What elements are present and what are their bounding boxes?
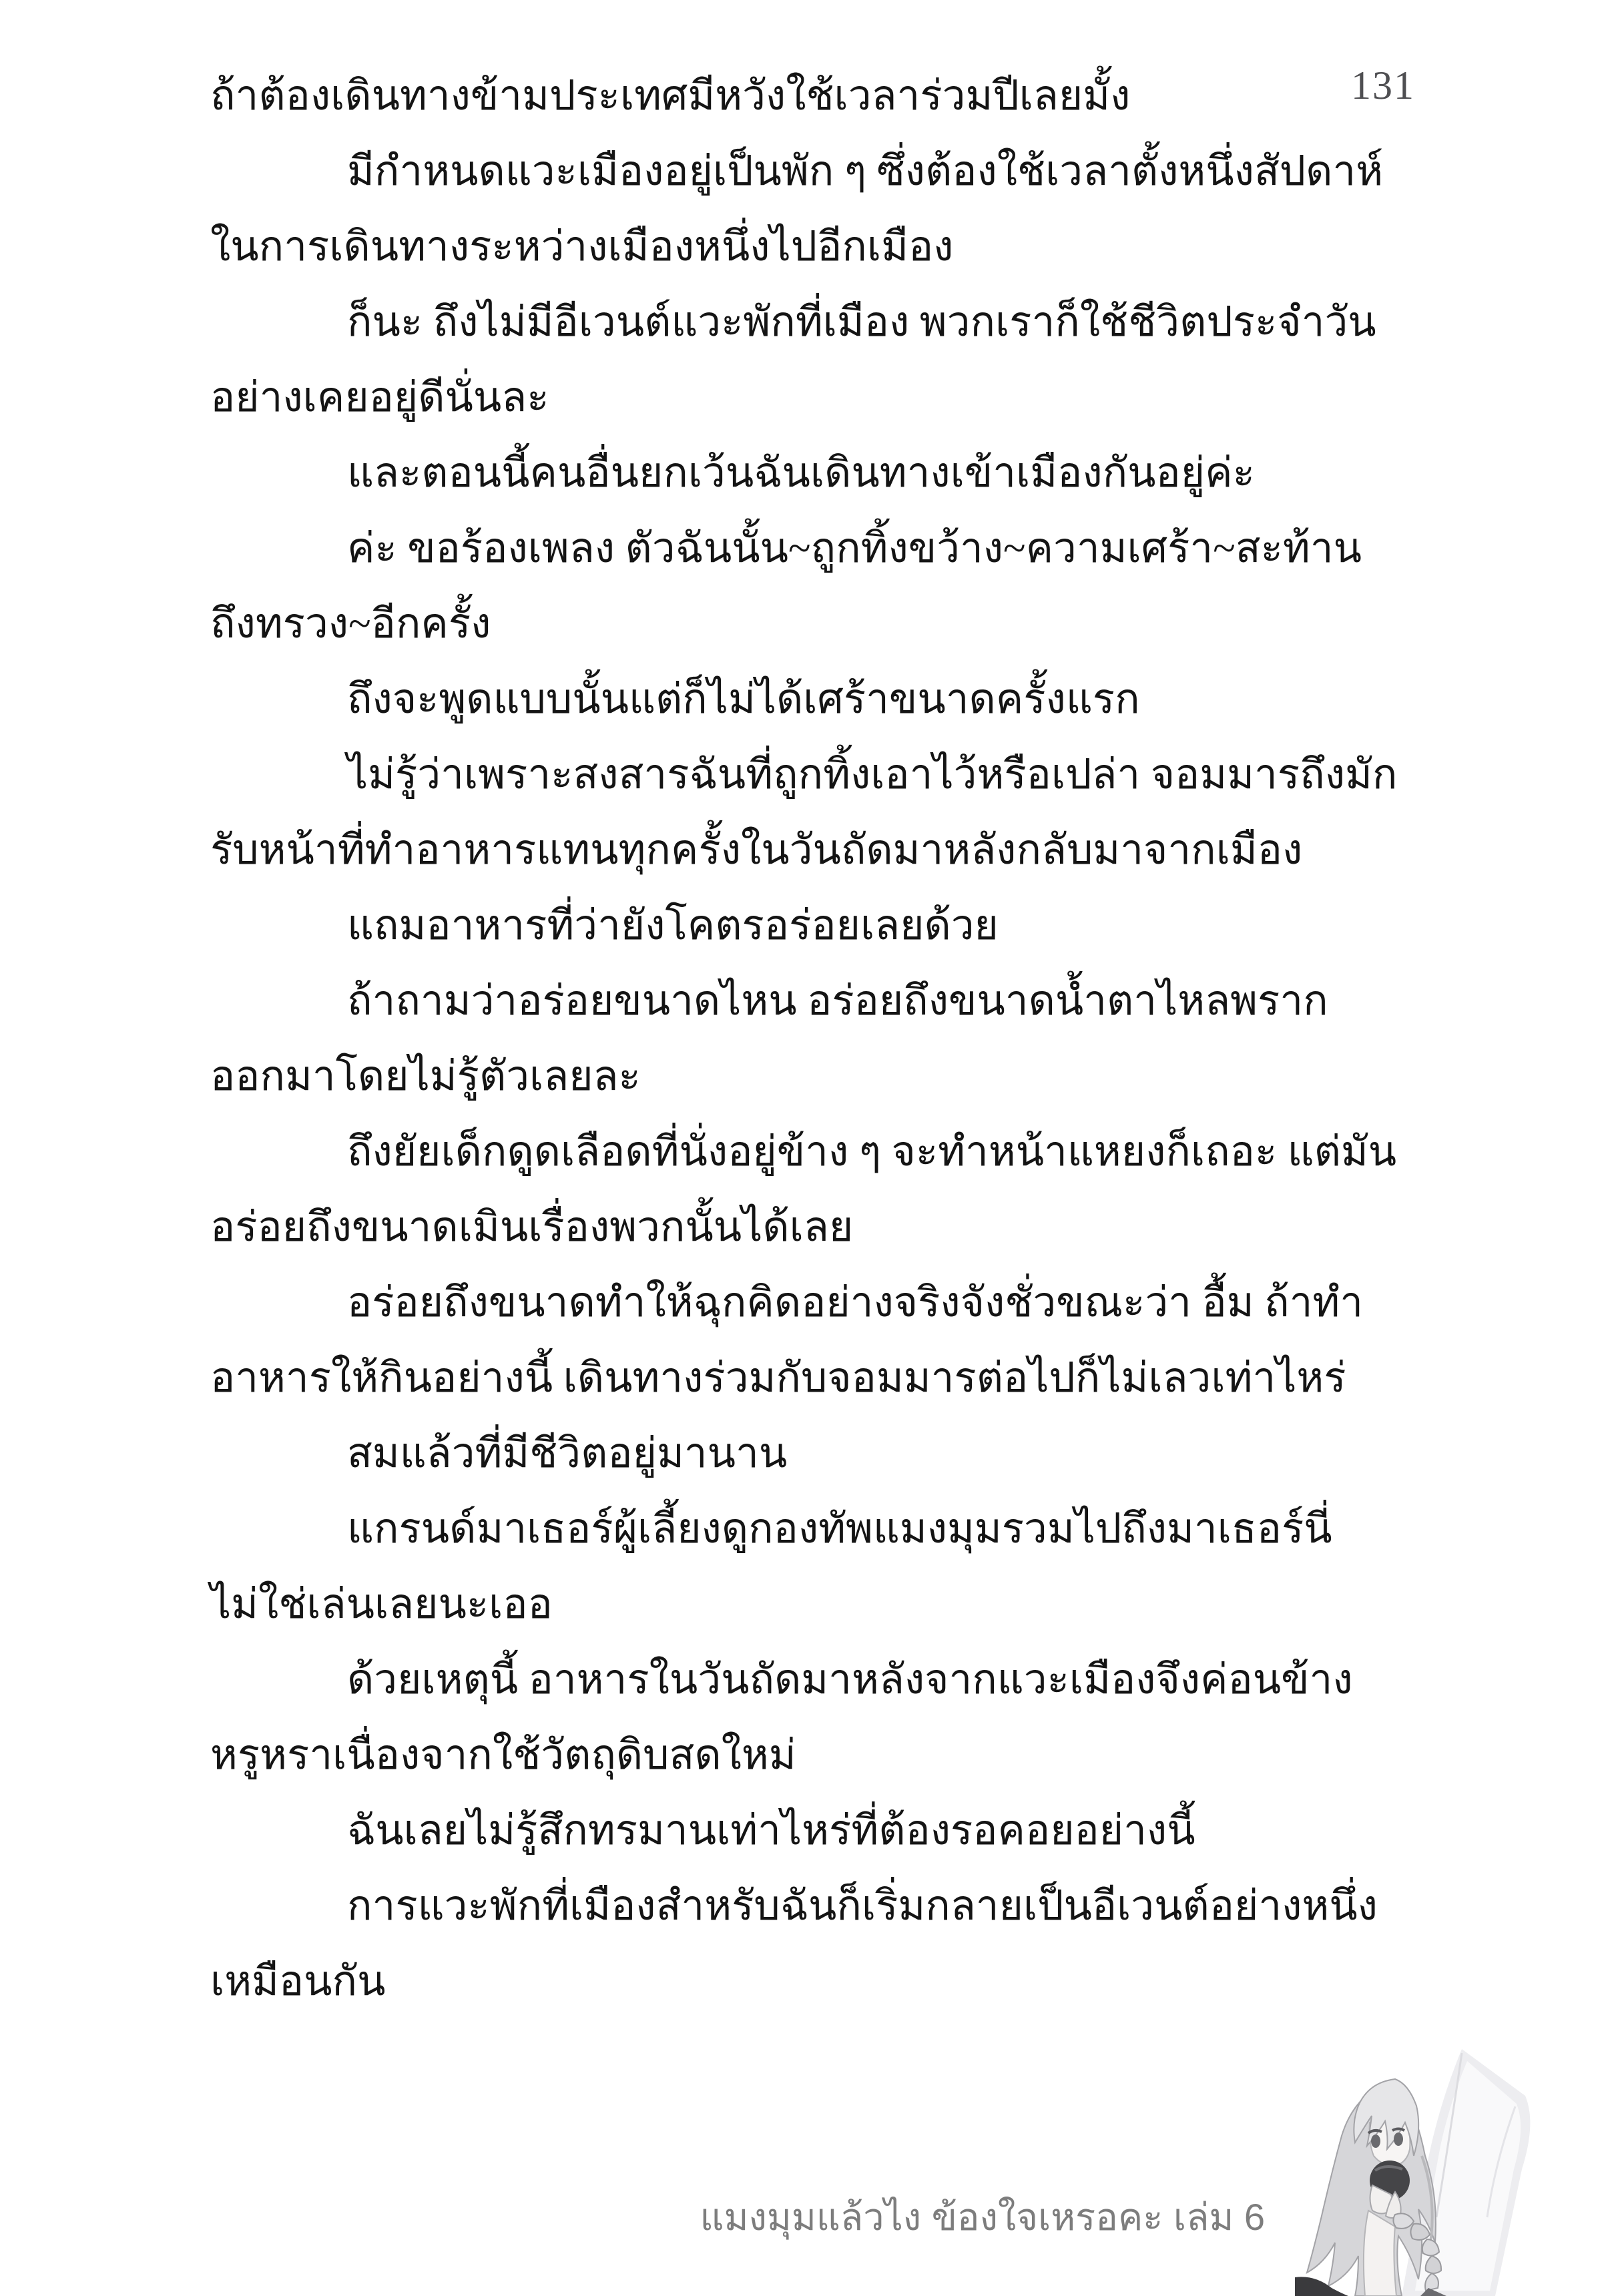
- body-text-line: ถึงจะพูดแบบนั้นแต่ก็ไม่ได้เศร้าขนาดครั้งแรก: [347, 677, 1140, 722]
- body-text-line: รับหน้าที่ทำอาหารแทนทุกครั้งในวันถัดมาหลังกลับมาจากเมือง: [210, 828, 1303, 873]
- corner-illustration: [1295, 2042, 1612, 2296]
- body-text-line: สมแล้วที่มีชีวิตอยู่มานาน: [347, 1431, 788, 1476]
- body-text-line: ก็นะ ถึงไม่มีอีเวนต์แวะพักที่เมือง พวกเราก็ใช้ชีวิตประจำวัน: [347, 300, 1376, 345]
- body-text-line: และตอนนี้คนอื่นยกเว้นฉันเดินทางเข้าเมืองกันอยู่ค่ะ: [347, 451, 1255, 496]
- eye-right: [1394, 2132, 1403, 2146]
- body-text-block: [210, 59, 1412, 2020]
- body-text-line: อร่อยถึงขนาดเมินเรื่องพวกนั้นได้เลย: [210, 1205, 854, 1250]
- body-text-line: หรูหราเนื่องจากใช้วัตถุดิบสดใหม่: [210, 1733, 796, 1778]
- body-text-line: ค่ะ ขอร้องเพลง ตัวฉันนั้น~ถูกทิ้งขว้าง~ความเศร้า~สะท้าน: [347, 526, 1362, 571]
- body-text-line: ออกมาโดยไม่รู้ตัวเลยละ: [210, 1054, 641, 1099]
- body-text-line: เหมือนกัน: [210, 1959, 386, 2004]
- body-text-line: ฉันเลยไม่รู้สึกทรมานเท่าไหร่ที่ต้องรอคอยอย่างนี้: [347, 1808, 1195, 1853]
- body-text-line: แถมอาหารที่ว่ายังโคตรอร่อยเลยด้วย: [347, 903, 999, 948]
- body-text-line: อาหารให้กินอย่างนี้ เดินทางร่วมกับจอมมารต่อไปก็ไม่เลวเท่าไหร่: [210, 1356, 1346, 1401]
- body-text-line: ด้วยเหตุนี้ อาหารในวันถัดมาหลังจากแวะเมืองจึงค่อนข้าง: [347, 1657, 1353, 1703]
- page-number: 131: [1351, 63, 1415, 107]
- body-text-line: มีกำหนดแวะเมืองอยู่เป็นพัก ๆ ซึ่งต้องใช้เวลาตั้งหนึ่งสัปดาห์: [347, 149, 1384, 194]
- footer-book-title: แมงมุมแล้วไง ข้องใจเหรอคะ เล่ม 6: [700, 2196, 1265, 2238]
- dark-hem: [1295, 2277, 1348, 2296]
- body-text-line: ถึงยัยเด็กดูดเลือดที่นั่งอยู่ข้าง ๆ จะทำหน้าแหยงก็เถอะ แต่มัน: [347, 1129, 1397, 1175]
- eye-left: [1371, 2134, 1380, 2148]
- body-text-line: ไม่ใช่เล่นเลยนะเออ: [210, 1582, 553, 1627]
- body-text-line: อย่างเคยอยู่ดีนั่นละ: [210, 375, 549, 420]
- body-text-line: ถ้าต้องเดินทางข้ามประเทศมีหวังใช้เวลาร่วมปีเลยมั้ง: [210, 73, 1131, 119]
- body-text-line: แกรนด์มาเธอร์ผู้เลี้ยงดูกองทัพแมงมุมรวมไปถึงมาเธอร์นี่: [347, 1506, 1332, 1552]
- body-text-line: ในการเดินทางระหว่างเมืองหนึ่งไปอีกเมือง: [210, 224, 954, 270]
- body-text-line: การแวะพักที่เมืองสำหรับฉันก็เริ่มกลายเป็นอีเวนต์อย่างหนึ่ง: [347, 1884, 1378, 1929]
- body-text-line: ถ้าถามว่าอร่อยขนาดไหน อร่อยถึงขนาดน้ำตาไหลพราก: [347, 978, 1328, 1024]
- body-text-line: ไม่รู้ว่าเพราะสงสารฉันที่ถูกทิ้งเอาไว้หรือเปล่า จอมมารถึงมัก: [347, 752, 1398, 798]
- body-text-line: อร่อยถึงขนาดทำให้ฉุกคิดอย่างจริงจังชั่วขณะว่า อื้ม ถ้าทำ: [347, 1280, 1364, 1326]
- body-text-line: ถึงทรวง~อีกครั้ง: [210, 601, 491, 647]
